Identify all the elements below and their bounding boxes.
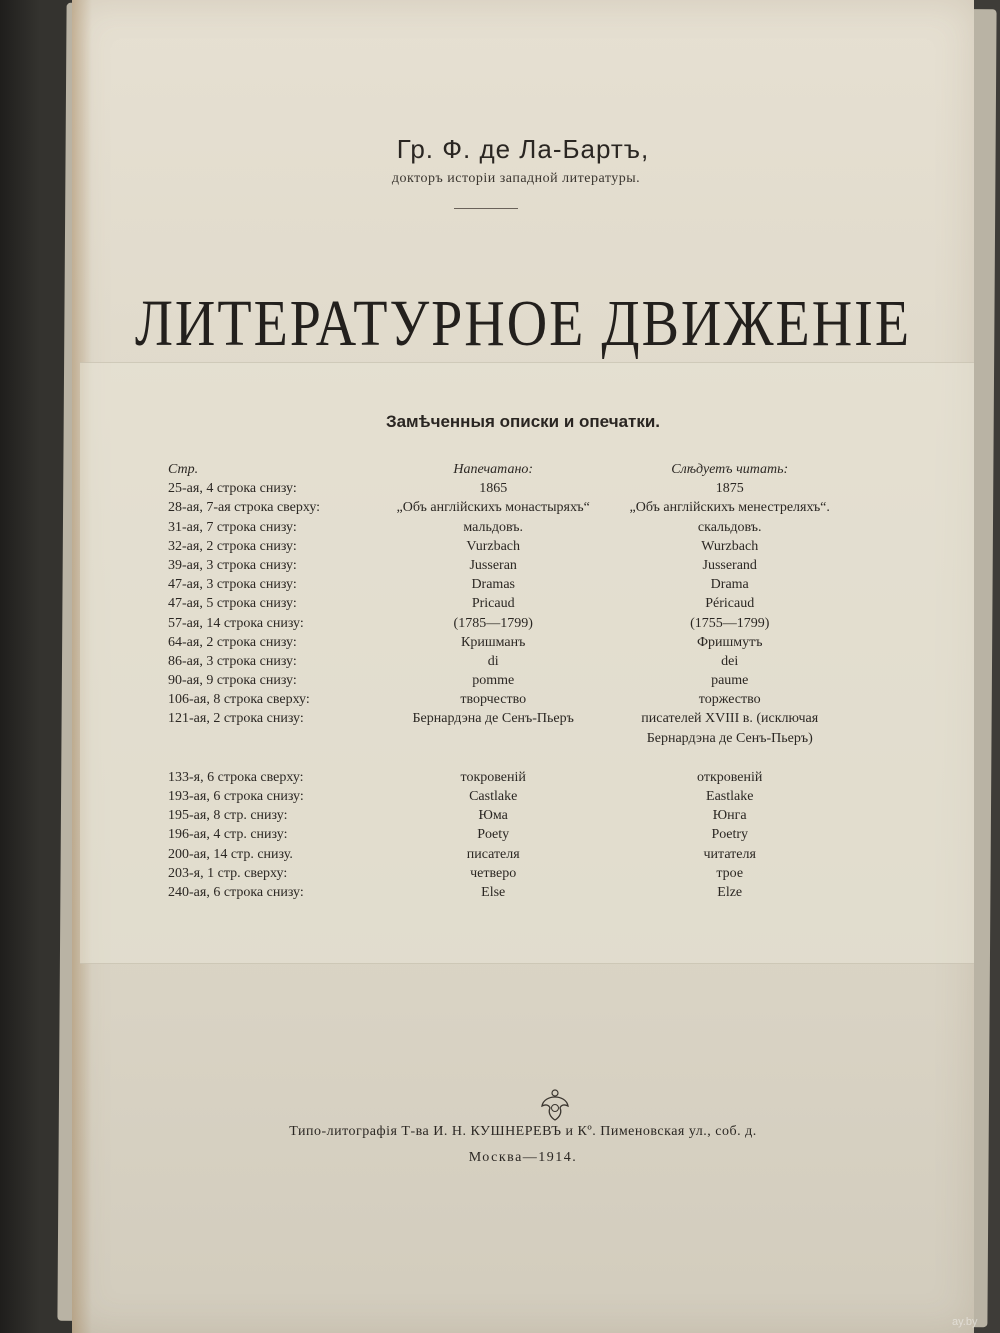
author-name: Гр. Ф. де Ла-Бартъ, bbox=[396, 134, 650, 164]
errata-printed-cell: Кришманъ bbox=[461, 634, 526, 650]
errata-row bbox=[168, 498, 848, 517]
errata-header-row bbox=[168, 460, 848, 479]
errata-printed-cell: Poety bbox=[477, 827, 510, 843]
errata-correct-cell: скальдовъ. bbox=[697, 519, 762, 535]
errata-printed-cell: Бернардэна де Сенъ-Пьеръ bbox=[412, 711, 574, 727]
errata-page-cell: 90-ая, 9 строка снизу: bbox=[168, 673, 297, 689]
author-degree: докторъ исторіи западной литературы. bbox=[391, 171, 641, 186]
errata-correct-cell: Poetry bbox=[711, 827, 748, 843]
errata-row bbox=[168, 806, 848, 825]
errata-printed-cell: Else bbox=[481, 884, 506, 900]
errata-correct-cell: „Объ англійскихъ менестреляхъ“. bbox=[629, 500, 830, 516]
errata-printed-cell: Dramas bbox=[471, 577, 515, 593]
errata-page-cell: 25-ая, 4 строка снизу: bbox=[168, 481, 297, 497]
errata-heading: Замѣченныя описки и опечатки. bbox=[385, 412, 661, 431]
errata-printed-cell: творчество bbox=[460, 692, 527, 708]
errata-row bbox=[168, 575, 848, 594]
errata-correct-cell: Drama bbox=[710, 577, 749, 593]
errata-row bbox=[168, 825, 848, 844]
errata-page-cell: 106-ая, 8 строка сверху: bbox=[168, 692, 310, 708]
errata-row bbox=[168, 652, 848, 671]
divider-rule bbox=[454, 208, 518, 209]
errata-correct-cell: Eastlake bbox=[706, 789, 754, 805]
errata-row bbox=[168, 709, 848, 747]
errata-printed-cell: четверо bbox=[470, 865, 517, 881]
errata-row bbox=[168, 594, 848, 613]
double-headed-eagle-icon bbox=[540, 1088, 570, 1122]
errata-page-cell: 86-ая, 3 строка снизу: bbox=[168, 653, 297, 669]
errata-correct-cell: Юнга bbox=[712, 808, 747, 824]
errata-printed-cell: токровеній bbox=[460, 769, 526, 785]
errata-row bbox=[168, 633, 848, 652]
errata-printed-cell: pomme bbox=[472, 673, 515, 689]
printer-imprint: Типо-литографія Т-ва И. Н. КУШНЕРЕВЪ и Кº. Пименовская ул., соб. д. bbox=[289, 1124, 757, 1139]
errata-page-cell: 39-ая, 3 строка снизу: bbox=[168, 557, 297, 573]
errata-correct-cell: писателей XVIII в. (исключая Бернардэна де Сенъ-Пьеръ) bbox=[641, 711, 819, 746]
errata-page-cell: 133-я, 6 строка сверху: bbox=[168, 769, 304, 785]
errata-page-cell: 28-ая, 7-ая строка сверху: bbox=[168, 500, 321, 516]
errata-correct-cell: (1755—1799) bbox=[690, 615, 770, 631]
errata-row bbox=[168, 883, 848, 902]
errata-printed-cell: „Объ англійскихъ монастыряхъ“ bbox=[396, 500, 590, 516]
errata-printed-cell: Юма bbox=[478, 808, 508, 824]
errata-correct-cell: Jusserand bbox=[702, 557, 757, 573]
errata-printed-cell: Jusseran bbox=[469, 557, 517, 573]
errata-correct-cell: трое bbox=[716, 865, 744, 881]
errata-correct-cell: Péricaud bbox=[705, 596, 755, 612]
errata-rows bbox=[168, 479, 848, 902]
errata-printed-cell: Castlake bbox=[469, 789, 518, 805]
errata-printed-cell: (1785—1799) bbox=[453, 615, 533, 631]
errata-row bbox=[168, 768, 848, 787]
errata-row bbox=[168, 537, 848, 556]
errata-correct-cell: paume bbox=[711, 673, 749, 689]
errata-correct-cell: Elze bbox=[717, 884, 743, 900]
errata-page-cell: 195-ая, 8 стр. снизу: bbox=[168, 808, 288, 824]
errata-page-cell: 121-ая, 2 строка снизу: bbox=[168, 711, 304, 727]
title-page bbox=[72, 0, 974, 1333]
errata-correct-cell: 1875 bbox=[715, 481, 744, 497]
errata-row bbox=[168, 671, 848, 690]
errata-table bbox=[168, 460, 848, 902]
errata-page-cell: 31-ая, 7 строка снизу: bbox=[168, 519, 297, 535]
errata-correct-cell: Wurzbach bbox=[701, 538, 759, 554]
errata-printed-cell: писателя bbox=[466, 846, 520, 862]
errata-printed-cell: di bbox=[487, 653, 499, 669]
book-title: ЛИТЕРАТУРНОЕ ДВИЖЕНІЕ bbox=[134, 287, 912, 361]
errata-page-cell: 196-ая, 4 стр. снизу: bbox=[168, 827, 288, 843]
errata-correct-cell: Фришмутъ bbox=[696, 634, 763, 650]
errata-row bbox=[168, 479, 848, 498]
column-header-page: Стр. bbox=[168, 462, 199, 477]
column-header-printed: Напечатано: bbox=[453, 462, 534, 477]
errata-page-cell: 200-ая, 14 стр. снизу. bbox=[168, 846, 293, 862]
errata-row bbox=[168, 556, 848, 575]
errata-printed-cell: 1865 bbox=[479, 481, 508, 497]
errata-printed-cell: мальдовъ. bbox=[463, 519, 524, 535]
errata-correct-cell: dei bbox=[721, 653, 739, 669]
errata-row bbox=[168, 614, 848, 633]
errata-page-cell: 203-я, 1 стр. сверху: bbox=[168, 865, 288, 881]
errata-page-cell: 57-ая, 14 строка снизу: bbox=[168, 615, 304, 631]
errata-correct-cell: торжество bbox=[698, 692, 761, 708]
errata-row bbox=[168, 864, 848, 883]
errata-correct-cell: откровеній bbox=[697, 769, 763, 785]
errata-page-cell: 193-ая, 6 строка снизу: bbox=[168, 789, 304, 805]
errata-page-cell: 240-ая, 6 строка снизу: bbox=[168, 884, 304, 900]
column-header-correct: Слѣдуетъ читать: bbox=[671, 462, 789, 477]
imprint-city-year: Москва—1914. bbox=[468, 1150, 578, 1165]
errata-correct-cell: читателя bbox=[703, 846, 756, 862]
errata-page-cell: 47-ая, 3 строка снизу: bbox=[168, 577, 297, 593]
errata-page-cell: 32-ая, 2 строка снизу: bbox=[168, 538, 297, 554]
errata-row bbox=[168, 787, 848, 806]
errata-row bbox=[168, 690, 848, 709]
errata-page-cell: 47-ая, 5 строка снизу: bbox=[168, 596, 297, 612]
errata-row bbox=[168, 845, 848, 864]
errata-printed-cell: Pricaud bbox=[471, 596, 515, 612]
errata-printed-cell: Vurzbach bbox=[466, 538, 520, 554]
watermark: ay.by bbox=[952, 1316, 978, 1328]
errata-row bbox=[168, 518, 848, 537]
errata-page-cell: 64-ая, 2 строка снизу: bbox=[168, 634, 297, 650]
